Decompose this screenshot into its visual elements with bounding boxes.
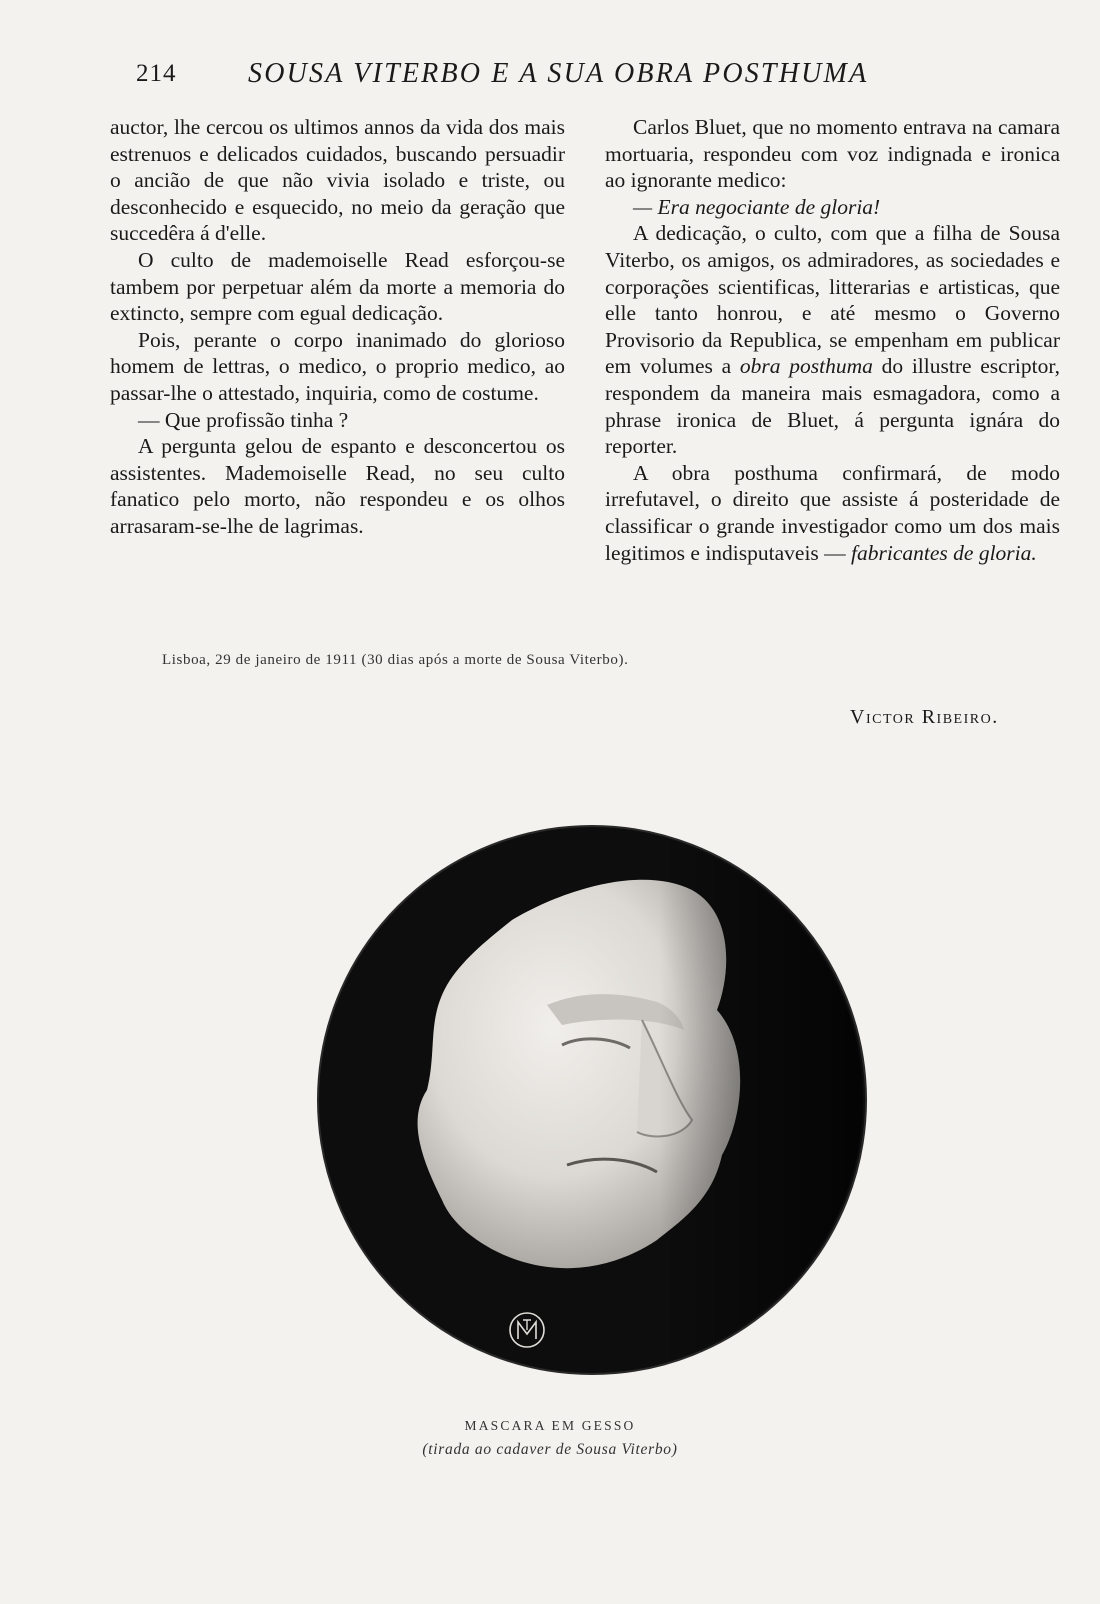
running-title: SOUSA VITERBO E A SUA OBRA POSTHUMA — [248, 58, 869, 89]
italic-run: fabricantes de gloria. — [851, 540, 1037, 565]
author-signature: Victor Ribeiro. — [850, 706, 999, 728]
figure-caption-subtitle: (tirada ao cadaver de Sousa Viterbo) — [422, 1441, 678, 1458]
italic-run: obra posthuma — [739, 354, 873, 379]
page-header — [130, 52, 920, 92]
circular-photo — [312, 820, 872, 1380]
dialogue-line: — Que profissão tinha ? — [138, 407, 349, 432]
text-run: A obra posthuma confirmará, de modo irrefutavel, o direito que assiste á posteridade de classificar o grande investigador como um dos mais legitimos e indisputaveis — — [605, 460, 1060, 565]
paragraph: A pergunta gelou de espanto e desconcertou os assistentes. Mademoiselle Read, no seu culto fanatico pelo morto, não respondeu e os olhos arrasaram-se-lhe de lagrimas. — [110, 434, 565, 538]
paragraph — [605, 220, 1060, 459]
dialogue-line: — Era negociante de gloria! — [633, 194, 881, 219]
text-column-left — [110, 114, 565, 540]
dateline: Lisboa, 29 de janeiro de 1911 (30 dias após a morte de Sousa Viterbo). — [162, 652, 629, 668]
paragraph: auctor, lhe cercou os ultimos annos da vida dos mais estrenuos e delicados cuidados, buscando persuadir o ancião de que não vivia isolado e triste, ou desconhecido e esquecido, no meio da geração que succedêra á d'elle. — [110, 115, 565, 246]
page-number: 214 — [136, 60, 177, 87]
paragraph: Carlos Bluet, que no momento entrava na camara mortuaria, respondeu com voz indignada e ironica ao ignorante medico: — [605, 115, 1060, 193]
paragraph: O culto de mademoiselle Read esforçou-se tambem por perpetuar além da morte a memoria do extincto, sempre com egual dedicação. — [110, 247, 565, 326]
figure-caption-title: MASCARA EM GESSO — [464, 1418, 636, 1433]
text-run: do illustre escriptor, respondem da maneira mais esmagadora, como a phrase ironica de Bluet, á pergunta ignára do reporter. — [605, 354, 1060, 459]
paragraph — [605, 460, 1060, 566]
text-run: A dedicação, o culto, com que a filha de Sousa Viterbo, os amigos, os admiradores, as sociedades e corporações scientificas, litterarias e artisticas, que elle tanto honrou, e até mesmo o Governo Provisorio da Republica, se empenham em publicar em volumes a — [605, 221, 1060, 379]
text-column-right — [605, 114, 1060, 566]
paragraph: Pois, perante o corpo inanimado do glorioso homem de lettras, o medico, o proprio medico, ao passar-lhe o attestado, inquiria, como de costume. — [110, 327, 565, 405]
death-mask-photo — [312, 820, 872, 1380]
